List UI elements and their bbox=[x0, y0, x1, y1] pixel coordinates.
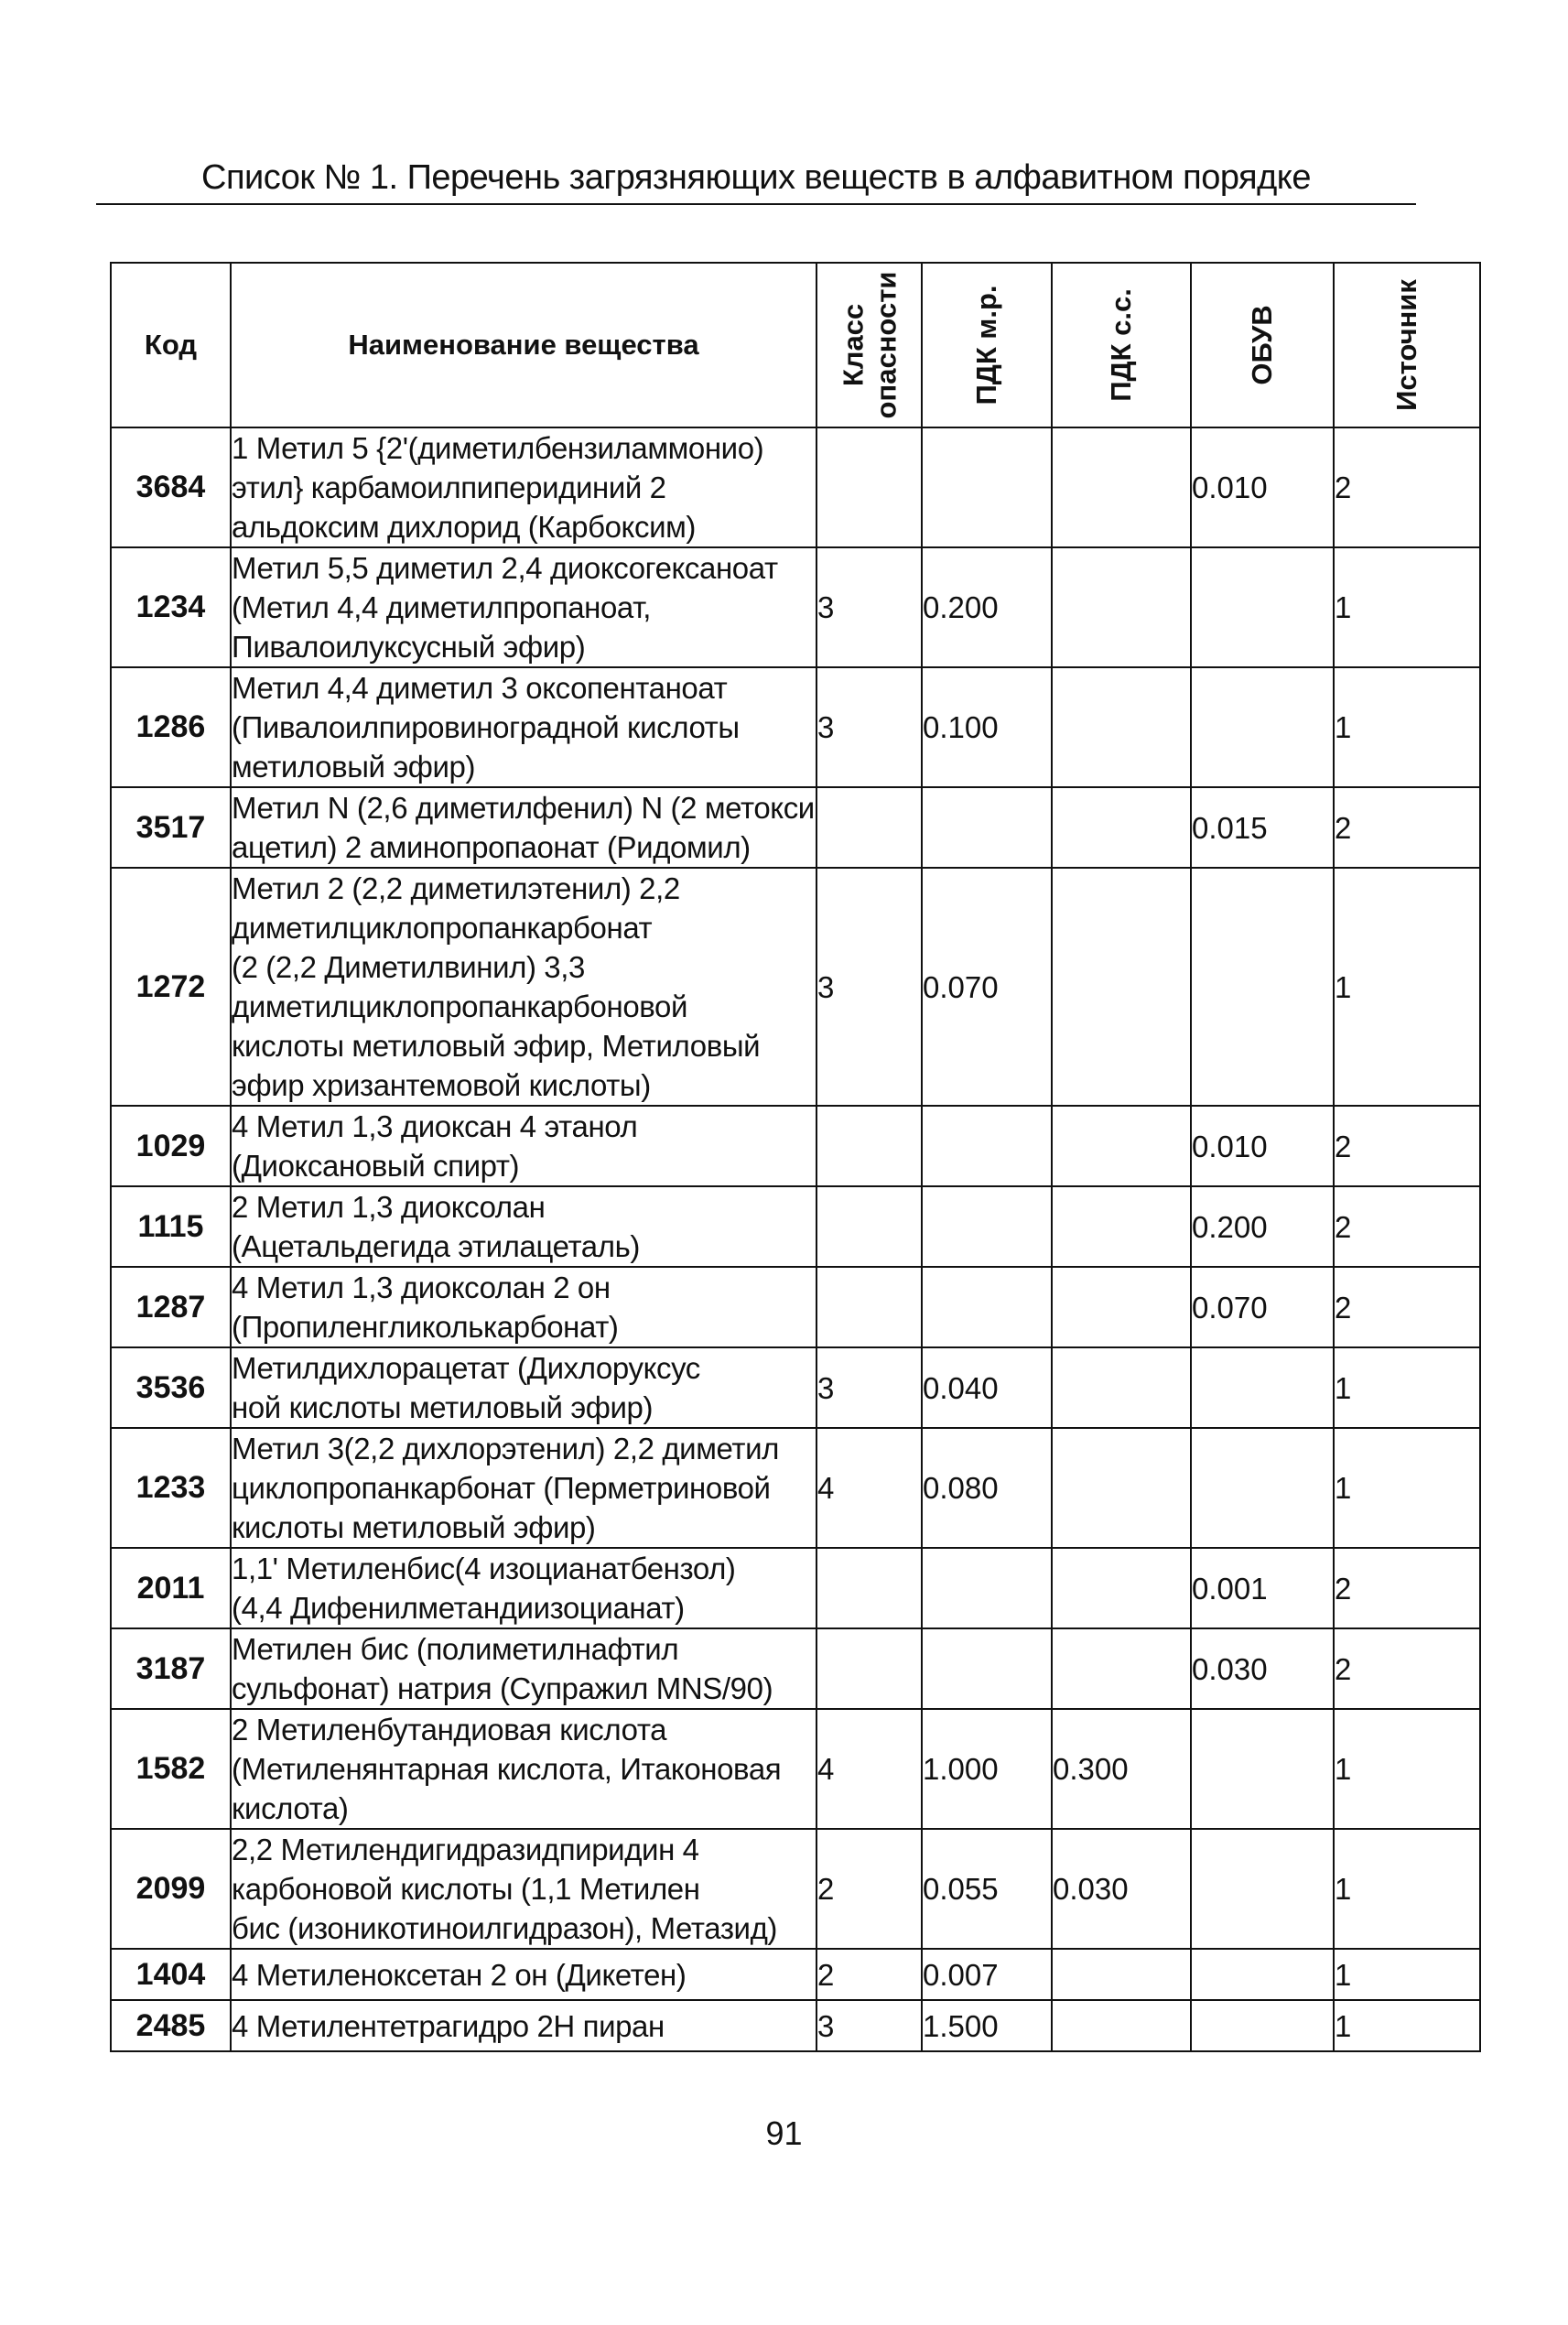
cell-pdk-ss bbox=[1052, 1949, 1191, 2000]
cell-pdk-mr bbox=[922, 427, 1052, 547]
column-header-name: Наименование вещества bbox=[231, 263, 816, 427]
table-row bbox=[111, 868, 1480, 1106]
cell-name-line: (4,4 Дифенилметандиизоцианат) bbox=[232, 1591, 685, 1625]
cell-name-line: Метил 2 (2,2 диметилэтенил) 2,2 bbox=[232, 871, 680, 905]
cell-name-line: ацетил) 2 аминопропаонат (Ридомил) bbox=[232, 830, 751, 864]
cell-hazard-class: 3 bbox=[816, 667, 922, 787]
cell-pdk-ss bbox=[1052, 1267, 1191, 1347]
cell-hazard-class: 2 bbox=[816, 1949, 922, 2000]
cell-obuv bbox=[1191, 1829, 1334, 1949]
table-row bbox=[111, 1106, 1480, 1186]
cell-obuv bbox=[1191, 1428, 1334, 1548]
column-header-pdk-mr bbox=[922, 263, 1052, 427]
cell-name-line: 2 Метил 1,3 диоксолан bbox=[232, 1190, 546, 1224]
cell-obuv: 0.010 bbox=[1191, 1106, 1334, 1186]
cell-pdk-ss bbox=[1052, 547, 1191, 667]
cell-pdk-ss bbox=[1052, 1186, 1191, 1267]
cell-pdk-mr bbox=[922, 1628, 1052, 1709]
cell-code: 2099 bbox=[111, 1829, 231, 1949]
cell-source: 2 bbox=[1334, 1186, 1480, 1267]
table-row bbox=[111, 1428, 1480, 1548]
cell-code: 3187 bbox=[111, 1628, 231, 1709]
cell-obuv bbox=[1191, 1949, 1334, 2000]
cell-obuv: 0.001 bbox=[1191, 1548, 1334, 1628]
cell-pdk-mr: 0.200 bbox=[922, 547, 1052, 667]
cell-hazard-class bbox=[816, 1267, 922, 1347]
cell-pdk-mr: 0.080 bbox=[922, 1428, 1052, 1548]
cell-name-line: Метилен бис (полиметилнафтил bbox=[232, 1632, 679, 1666]
cell-pdk-mr: 0.055 bbox=[922, 1829, 1052, 1949]
cell-name bbox=[231, 547, 816, 667]
column-header-hazard-class bbox=[816, 263, 922, 427]
cell-obuv bbox=[1191, 2000, 1334, 2051]
cell-name bbox=[231, 1106, 816, 1186]
cell-pdk-mr: 1.500 bbox=[922, 2000, 1052, 2051]
cell-code: 1582 bbox=[111, 1709, 231, 1829]
cell-obuv bbox=[1191, 1709, 1334, 1829]
cell-obuv: 0.015 bbox=[1191, 787, 1334, 868]
table-row bbox=[111, 787, 1480, 868]
cell-pdk-ss bbox=[1052, 1106, 1191, 1186]
table-row bbox=[111, 1709, 1480, 1829]
cell-obuv: 0.030 bbox=[1191, 1628, 1334, 1709]
table-row bbox=[111, 1829, 1480, 1949]
cell-name bbox=[231, 1628, 816, 1709]
column-header-hazard-class-line2: опасности bbox=[869, 271, 902, 419]
page-title: Список № 1. Перечень загрязняющих веществ в алфавитном порядке bbox=[201, 158, 1311, 197]
cell-source: 1 bbox=[1334, 1428, 1480, 1548]
cell-pdk-mr: 1.000 bbox=[922, 1709, 1052, 1829]
cell-name-line: 2,2 Метилендигидразидпиридин 4 bbox=[232, 1833, 699, 1866]
cell-hazard-class bbox=[816, 1106, 922, 1186]
cell-pdk-mr: 0.040 bbox=[922, 1347, 1052, 1428]
cell-hazard-class: 3 bbox=[816, 868, 922, 1106]
cell-obuv bbox=[1191, 868, 1334, 1106]
cell-name-line: (Диоксановый спирт) bbox=[232, 1149, 520, 1183]
cell-code: 2011 bbox=[111, 1548, 231, 1628]
cell-name-line: сульфонат) натрия (Супражил MNS/90) bbox=[232, 1671, 773, 1705]
cell-name-line: (Ацетальдегида этилацеталь) bbox=[232, 1229, 640, 1263]
cell-name-line: метиловый эфир) bbox=[232, 750, 476, 784]
cell-name-line: 4 Метил 1,3 диоксолан 2 он bbox=[232, 1271, 611, 1304]
cell-name-line: альдоксим дихлорид (Карбоксим) bbox=[232, 510, 696, 544]
cell-source: 2 bbox=[1334, 427, 1480, 547]
column-header-obuv bbox=[1191, 263, 1334, 427]
cell-hazard-class bbox=[816, 1186, 922, 1267]
cell-name-line: 4 Метил 1,3 диоксан 4 этанол bbox=[232, 1109, 638, 1143]
cell-name bbox=[231, 1186, 816, 1267]
cell-name-line: карбоновой кислоты (1,1 Метилен bbox=[232, 1872, 700, 1906]
cell-hazard-class bbox=[816, 427, 922, 547]
cell-hazard-class: 2 bbox=[816, 1829, 922, 1949]
column-header-pdk-mr-label: ПДК м.р. bbox=[970, 285, 1003, 406]
cell-name bbox=[231, 787, 816, 868]
cell-pdk-ss bbox=[1052, 667, 1191, 787]
table-row bbox=[111, 1949, 1480, 2000]
cell-source: 1 bbox=[1334, 2000, 1480, 2051]
cell-name-line: кислоты метиловый эфир, Метиловый bbox=[232, 1029, 761, 1063]
cell-pdk-mr: 0.070 bbox=[922, 868, 1052, 1106]
table-row bbox=[111, 667, 1480, 787]
cell-source: 1 bbox=[1334, 1949, 1480, 2000]
column-header-code: Код bbox=[111, 263, 231, 427]
cell-name bbox=[231, 1709, 816, 1829]
cell-source: 1 bbox=[1334, 667, 1480, 787]
cell-source: 1 bbox=[1334, 868, 1480, 1106]
cell-hazard-class: 4 bbox=[816, 1709, 922, 1829]
column-header-source-label: Источник bbox=[1390, 279, 1423, 411]
page-header bbox=[96, 152, 1416, 205]
cell-source: 1 bbox=[1334, 1347, 1480, 1428]
cell-source: 2 bbox=[1334, 1628, 1480, 1709]
cell-name bbox=[231, 1347, 816, 1428]
cell-name-line: этил} карбамоилпиперидиний 2 bbox=[232, 470, 666, 504]
cell-hazard-class bbox=[816, 1628, 922, 1709]
column-header-pdk-ss bbox=[1052, 263, 1191, 427]
cell-name-line: диметилциклопропанкарбоновой bbox=[232, 989, 688, 1023]
table-row bbox=[111, 547, 1480, 667]
cell-name bbox=[231, 1428, 816, 1548]
column-header-obuv-label: ОБУВ bbox=[1246, 305, 1279, 385]
cell-pdk-ss bbox=[1052, 2000, 1191, 2051]
cell-pdk-ss bbox=[1052, 1548, 1191, 1628]
cell-code: 1404 bbox=[111, 1949, 231, 2000]
cell-hazard-class: 3 bbox=[816, 2000, 922, 2051]
cell-name bbox=[231, 1829, 816, 1949]
cell-name bbox=[231, 1267, 816, 1347]
cell-name bbox=[231, 1949, 816, 2000]
cell-pdk-mr bbox=[922, 1106, 1052, 1186]
cell-name-line: циклопропанкарбонат (Перметриновой bbox=[232, 1471, 771, 1505]
cell-pdk-mr bbox=[922, 1548, 1052, 1628]
cell-pdk-ss: 0.300 bbox=[1052, 1709, 1191, 1829]
cell-source: 2 bbox=[1334, 1267, 1480, 1347]
cell-code: 1029 bbox=[111, 1106, 231, 1186]
cell-name-line: 4 Метиленоксетан 2 он (Дикетен) bbox=[232, 1957, 687, 1992]
page-number: 91 bbox=[765, 2114, 803, 2152]
table-row bbox=[111, 2000, 1480, 2051]
table-body bbox=[111, 427, 1480, 2051]
cell-name-line: (Метил 4,4 диметилпропаноат, bbox=[232, 590, 651, 624]
cell-pdk-ss bbox=[1052, 1347, 1191, 1428]
cell-name-line: Метил N (2,6 диметилфенил) N (2 метокси bbox=[232, 791, 815, 825]
column-header-pdk-ss-label: ПДК с.с. bbox=[1105, 288, 1138, 402]
cell-pdk-ss: 0.030 bbox=[1052, 1829, 1191, 1949]
cell-name bbox=[231, 667, 816, 787]
table-row bbox=[111, 1267, 1480, 1347]
cell-source: 2 bbox=[1334, 1106, 1480, 1186]
cell-code: 3536 bbox=[111, 1347, 231, 1428]
cell-code: 1287 bbox=[111, 1267, 231, 1347]
cell-pdk-ss bbox=[1052, 868, 1191, 1106]
cell-name-line: (2 (2,2 Диметилвинил) 3,3 bbox=[232, 950, 585, 984]
cell-code: 3517 bbox=[111, 787, 231, 868]
cell-source: 1 bbox=[1334, 547, 1480, 667]
table-row bbox=[111, 1548, 1480, 1628]
cell-code: 1234 bbox=[111, 547, 231, 667]
cell-name bbox=[231, 868, 816, 1106]
cell-name bbox=[231, 1548, 816, 1628]
cell-name bbox=[231, 2000, 816, 2051]
cell-name-line: эфир хризантемовой кислоты) bbox=[232, 1068, 651, 1102]
column-header-source bbox=[1334, 263, 1480, 427]
cell-name-line: (Метиленянтарная кислота, Итаконовая bbox=[232, 1752, 782, 1786]
cell-pdk-ss bbox=[1052, 427, 1191, 547]
cell-name-line: Метил 4,4 диметил 3 оксопентаноат bbox=[232, 671, 728, 705]
cell-name-line: Метил 5,5 диметил 2,4 диоксогексаноат bbox=[232, 551, 778, 585]
substances-table bbox=[110, 262, 1481, 2052]
cell-pdk-ss bbox=[1052, 1628, 1191, 1709]
cell-pdk-mr bbox=[922, 787, 1052, 868]
cell-hazard-class bbox=[816, 1548, 922, 1628]
cell-pdk-mr bbox=[922, 1186, 1052, 1267]
cell-name-line: кислоты метиловый эфир) bbox=[232, 1510, 596, 1544]
cell-pdk-mr: 0.100 bbox=[922, 667, 1052, 787]
table-row bbox=[111, 1186, 1480, 1267]
table-row bbox=[111, 1347, 1480, 1428]
cell-source: 2 bbox=[1334, 1548, 1480, 1628]
cell-name-line: 1,1' Метиленбис(4 изоцианатбензол) bbox=[232, 1552, 736, 1585]
cell-obuv bbox=[1191, 667, 1334, 787]
cell-code: 2485 bbox=[111, 2000, 231, 2051]
cell-code: 1233 bbox=[111, 1428, 231, 1548]
cell-name-line: бис (изоникотиноилгидразон), Метазид) bbox=[232, 1911, 778, 1945]
cell-obuv: 0.010 bbox=[1191, 427, 1334, 547]
cell-name-line: (Пропиленгликолькарбонат) bbox=[232, 1310, 619, 1344]
table-header-row bbox=[111, 263, 1480, 427]
cell-hazard-class: 3 bbox=[816, 547, 922, 667]
cell-name-line: 2 Метиленбутандиовая кислота bbox=[232, 1713, 667, 1746]
cell-obuv bbox=[1191, 1347, 1334, 1428]
cell-name-line: Метилдихлорацетат (Дихлоруксус bbox=[232, 1351, 700, 1385]
cell-name-line: 1 Метил 5 {2'(диметилбензиламмонио) bbox=[232, 431, 764, 465]
cell-source: 2 bbox=[1334, 787, 1480, 868]
cell-obuv: 0.200 bbox=[1191, 1186, 1334, 1267]
cell-obuv bbox=[1191, 547, 1334, 667]
cell-name-line: диметилциклопропанкарбонат bbox=[232, 911, 653, 945]
table-row bbox=[111, 427, 1480, 547]
cell-code: 1115 bbox=[111, 1186, 231, 1267]
cell-source: 1 bbox=[1334, 1829, 1480, 1949]
table-row bbox=[111, 1628, 1480, 1709]
cell-source: 1 bbox=[1334, 1709, 1480, 1829]
cell-pdk-mr bbox=[922, 1267, 1052, 1347]
cell-name-line: ной кислоты метиловый эфир) bbox=[232, 1390, 654, 1424]
cell-pdk-mr: 0.007 bbox=[922, 1949, 1052, 2000]
cell-obuv: 0.070 bbox=[1191, 1267, 1334, 1347]
cell-code: 1272 bbox=[111, 868, 231, 1106]
cell-name bbox=[231, 427, 816, 547]
cell-hazard-class: 3 bbox=[816, 1347, 922, 1428]
cell-hazard-class bbox=[816, 787, 922, 868]
cell-name-line: 4 Метилентетрагидро 2Н пиран bbox=[232, 2008, 665, 2043]
cell-name-line: (Пивалоилпировиноградной кислоты bbox=[232, 710, 740, 744]
cell-pdk-ss bbox=[1052, 1428, 1191, 1548]
cell-pdk-ss bbox=[1052, 787, 1191, 868]
cell-hazard-class: 4 bbox=[816, 1428, 922, 1548]
cell-code: 3684 bbox=[111, 427, 231, 547]
cell-name-line: кислота) bbox=[232, 1791, 349, 1825]
cell-code: 1286 bbox=[111, 667, 231, 787]
cell-name-line: Пивалоилуксусный эфир) bbox=[232, 630, 586, 664]
cell-name-line: Метил 3(2,2 дихлорэтенил) 2,2 диметил bbox=[232, 1432, 779, 1465]
column-header-hazard-class-line1: Класс bbox=[836, 303, 869, 387]
